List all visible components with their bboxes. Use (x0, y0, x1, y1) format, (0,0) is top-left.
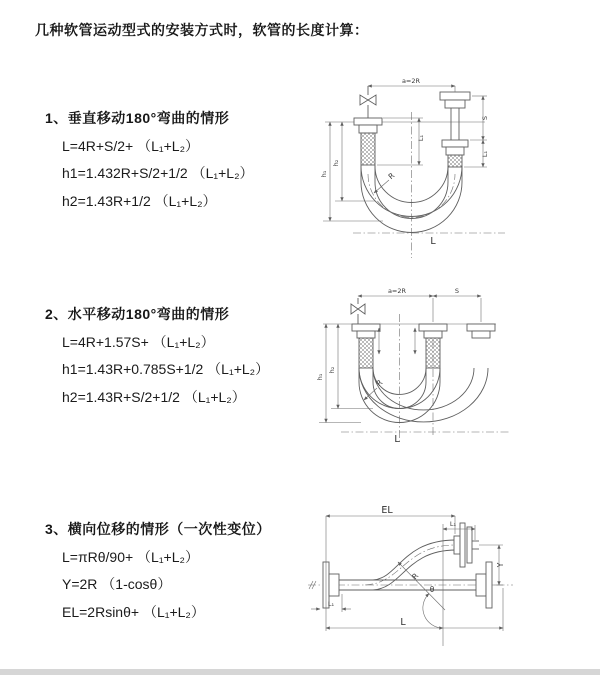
formula-line: h2=1.43R+1/2 （L₁+L₂） (62, 192, 217, 209)
dim-label-l1-bottom: L₁ (327, 600, 335, 608)
diagram-vertical-180-bend (313, 70, 563, 265)
dim-label-y: Y (496, 562, 505, 568)
section-horizontal-movement (45, 304, 269, 407)
dim-label-width: a=2R (387, 287, 407, 295)
formula-line: Y=2R （1-cosθ） (62, 576, 172, 592)
formula-line: L=4R+S/2+ （L₁+L₂） (62, 137, 200, 154)
right-flange-original (476, 562, 492, 608)
dim-label-l1-right: L₁ (481, 150, 489, 158)
formula-line: h2=1.43R+S/2+1/2 （L₁+L₂） (62, 388, 246, 405)
formula-line: L=4R+1.57S+ （L₁+L₂） (62, 333, 215, 350)
dim-label-h1: h₁ (316, 373, 324, 381)
dim-label-l: L (430, 236, 436, 247)
dim-label-el: EL (381, 505, 393, 516)
moved-hose-fitting (467, 324, 495, 338)
formula-line: h1=1.432R+S/2+1/2 （L₁+L₂） (62, 165, 254, 181)
dim-label-s: S (454, 287, 460, 295)
radius-line (398, 562, 445, 610)
dim-label-l1-side: L₁ (417, 134, 425, 142)
dim-l1-bottom (311, 594, 351, 612)
dim-label-r: R (374, 377, 385, 389)
section-vertical-movement (45, 108, 254, 211)
diagram-lateral-displacement (303, 498, 593, 658)
braided-hose-section (448, 155, 462, 167)
left-hose-fitting (352, 324, 380, 368)
diagram-horizontal-180-bend (311, 282, 576, 457)
dim-label-l: L (394, 434, 400, 445)
section-heading: 1、垂直移动180°弯曲的情形 (45, 110, 230, 126)
hose-bend-arcs (359, 368, 488, 423)
radius-leader (374, 171, 396, 193)
valve-icon (360, 86, 376, 118)
section-heading: 3、横向位移的情形（一次性变位） (45, 521, 271, 537)
angle-theta (423, 585, 443, 628)
dim-width (358, 287, 481, 322)
middle-hose-fitting (419, 324, 447, 368)
section-lateral-displacement (45, 519, 271, 622)
dim-label-l1-top: L₁ (449, 520, 457, 528)
dim-stroke-s (464, 96, 489, 167)
formula-line: h1=1.43R+0.785S+1/2 （L₁+L₂） (62, 361, 270, 377)
section-heading: 2、水平移动180°弯曲的情形 (45, 306, 230, 322)
dim-label-h2: h₂ (332, 159, 340, 167)
dim-label-h2: h₂ (328, 366, 336, 374)
dim-width (368, 77, 455, 92)
page-bottom-edge (0, 669, 600, 675)
dim-label-s: S (481, 115, 489, 121)
braided-hose-section (361, 133, 375, 165)
dim-label-width: a=2R (401, 77, 421, 85)
right-hose-fitting (440, 92, 470, 167)
page-title: 几种软管运动型式的安装方式时，软管的长度计算： (35, 22, 369, 38)
dim-label-theta: θ (429, 585, 435, 594)
dim-l1-side (377, 118, 425, 165)
dim-fitting-ticks (379, 328, 415, 354)
braided-hose-section (426, 338, 440, 368)
left-hose-fitting (354, 118, 382, 165)
formula-line: EL=2Rsinθ+ （L₁+L₂） (62, 603, 205, 620)
dim-label-h1: h₁ (320, 170, 328, 178)
dim-label-r: R (386, 170, 397, 182)
dim-label-r: R (410, 571, 421, 582)
dim-h1 (316, 324, 361, 423)
dim-label-l: L (400, 617, 406, 628)
dim-el (326, 505, 455, 631)
displaced-hose-curve (365, 540, 456, 590)
formula-line: L=πRθ/90+ （L₁+L₂） (62, 548, 199, 565)
braided-hose-section (359, 338, 373, 368)
